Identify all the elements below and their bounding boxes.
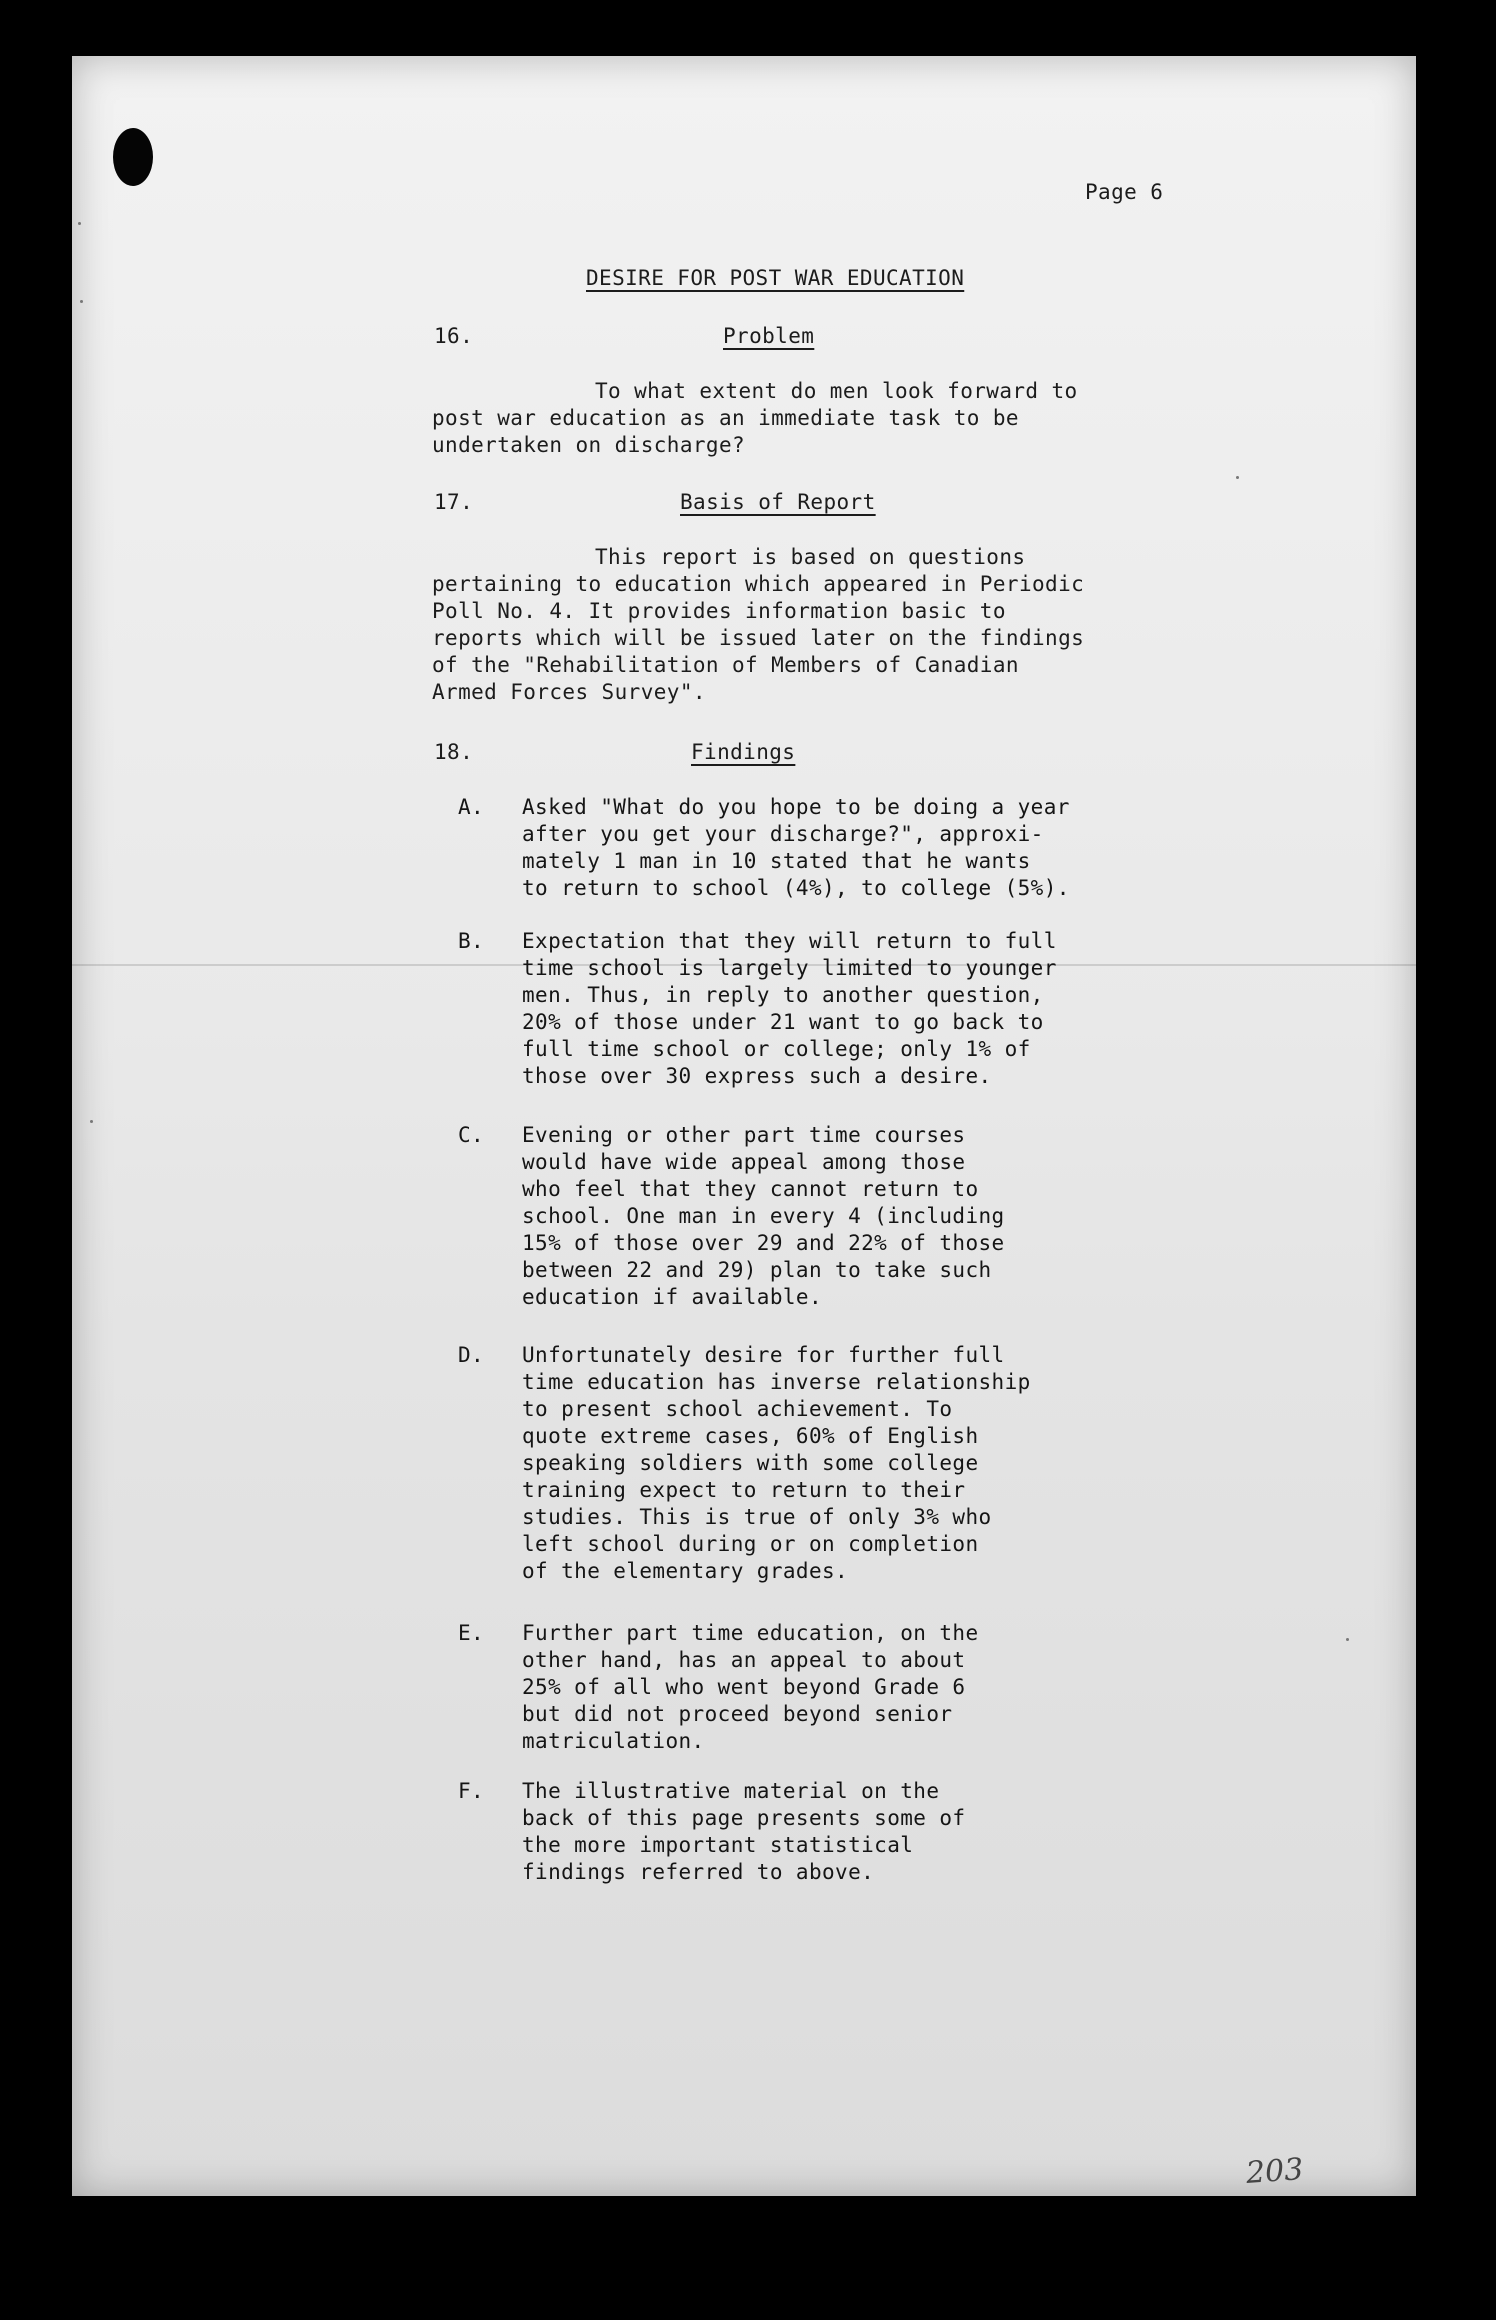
finding-letter: C. [458, 1123, 485, 1147]
speck [90, 1120, 93, 1123]
section-heading-problem: Problem [723, 324, 815, 348]
finding-text: Unfortunately desire for further full time education has inverse relationship to present school achievement. To quote extreme cases, 60% of English speaking soldiers with some college training expect to return to their studies. This is true of only 3% who left school during or on completion of the elementary grades. [522, 1343, 1031, 1583]
finding-text: Evening or other part time courses would have wide appeal among those who feel that they cannot return to school. One man in every 4 (including 15% of those over 29 and 22% of those between 22 and 29) plan to take such education if available. [522, 1123, 1005, 1309]
finding-item [458, 1122, 1158, 1311]
finding-letter: B. [458, 929, 485, 953]
finding-text: Asked "What do you hope to be doing a year after you get your discharge?", approxi- mately 1 man in 10 stated that he wants to return to school (4%), to college (5%). [522, 795, 1070, 900]
finding-item [458, 1342, 1158, 1585]
speck [1236, 476, 1239, 479]
section-heading-basis: Basis of Report [680, 490, 876, 514]
finding-letter: A. [458, 795, 485, 819]
archive-number: 203 [1244, 2152, 1305, 2191]
section-number: 16. [434, 324, 474, 348]
finding-letter: D. [458, 1343, 485, 1367]
finding-text: Expectation that they will return to full time school is largely limited to younger men. Thus, in reply to another question, 20% of those under 21 want to go back to full time school or college; only 1% of those over 30 express such a desire. [522, 929, 1057, 1088]
problem-paragraph: To what extent do men look forward to post war education as an immediate task to be undertaken on discharge? [432, 379, 1078, 457]
finding-text: The illustrative material on the back of this page presents some of the more important statistical findings referred to above. [522, 1779, 966, 1884]
speck [80, 300, 83, 303]
basis-paragraph: This report is based on questions pertaining to education which appeared in Periodic Poll No. 4. It provides information basic to reports which will be issued later on the findings of the "Rehabilitation of Members of Canadian Armed Forces Survey". [432, 545, 1085, 704]
speck [78, 222, 81, 225]
finding-letter: F. [458, 1779, 485, 1803]
finding-item [458, 1778, 1158, 1886]
section-number: 17. [434, 490, 474, 514]
finding-item [458, 928, 1158, 1090]
section-number: 18. [434, 740, 474, 764]
punch-hole [113, 128, 153, 186]
speck [1346, 1638, 1349, 1641]
finding-text: Further part time education, on the other hand, has an appeal to about 25% of all who went beyond Grade 6 but did not proceed beyond senior matriculation. [522, 1621, 979, 1753]
finding-item [458, 794, 1158, 902]
finding-letter: E. [458, 1621, 485, 1645]
page-number: Page 6 [1085, 180, 1164, 204]
finding-item [458, 1620, 1158, 1755]
document-title: DESIRE FOR POST WAR EDUCATION [586, 266, 965, 290]
section-heading-findings: Findings [691, 740, 796, 764]
